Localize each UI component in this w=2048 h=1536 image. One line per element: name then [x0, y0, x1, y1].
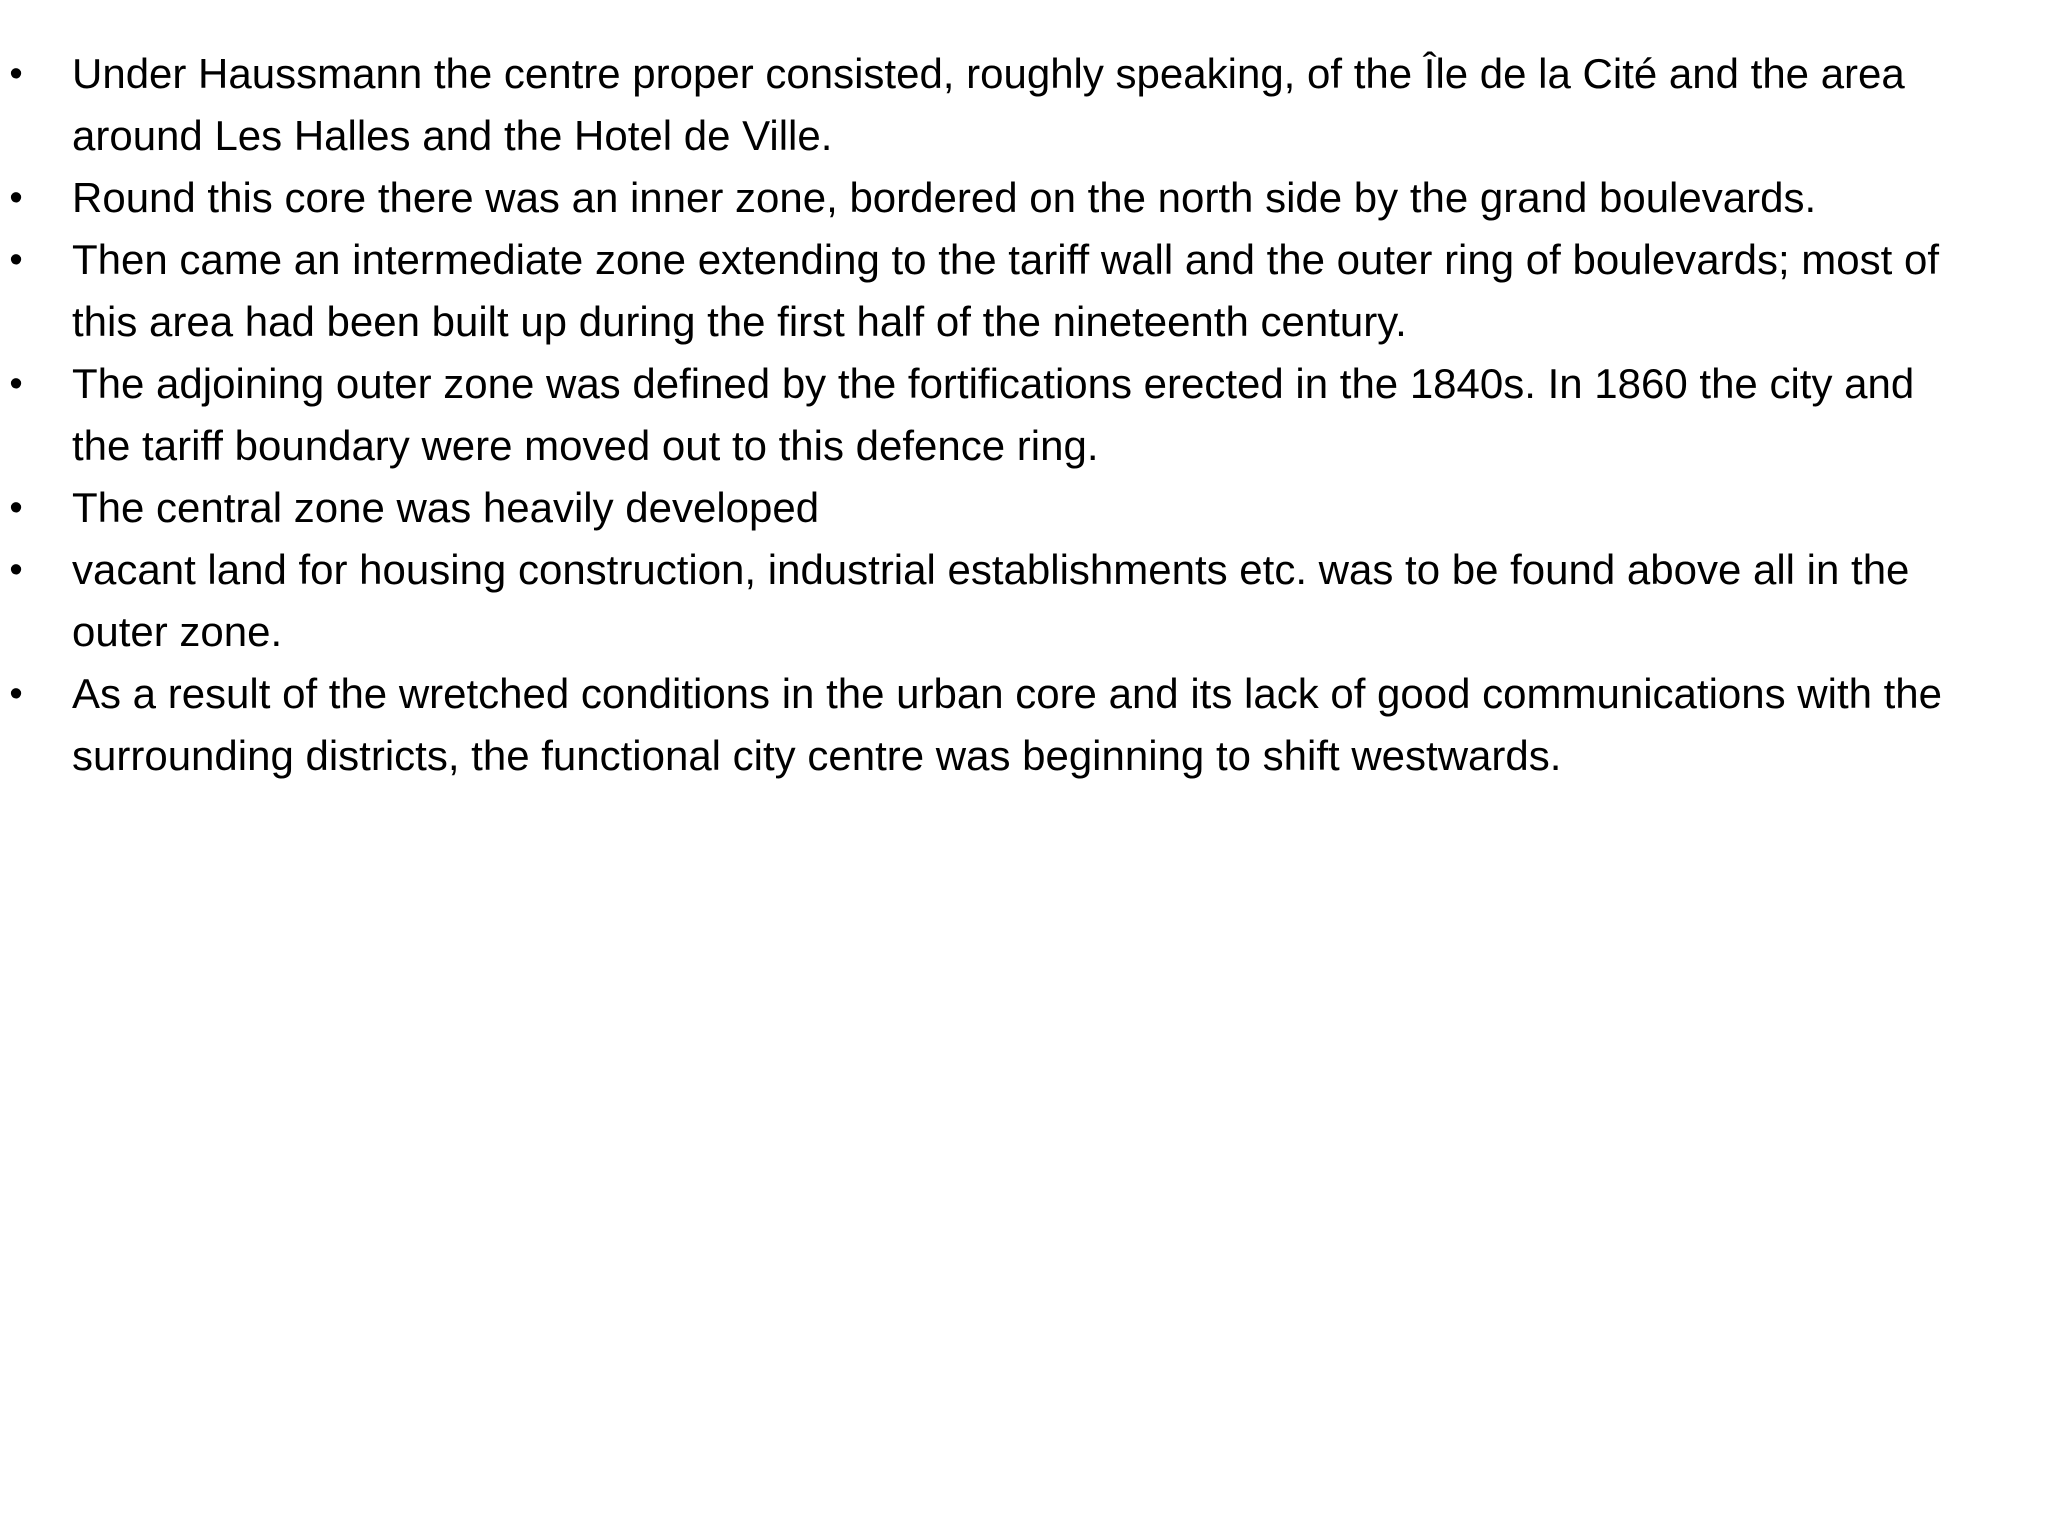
bullet-dot-icon: •	[9, 549, 23, 591]
bullet-text: vacant land for housing construction, industrial establishments etc. was to be found above all in the outer zone.	[72, 546, 1910, 655]
bullet-item	[0, 663, 1960, 787]
bullet-dot-icon: •	[9, 487, 23, 529]
bullet-dot-icon: •	[9, 239, 23, 281]
bullet-dot-icon: •	[9, 673, 23, 715]
bullet-dot-icon: •	[9, 53, 23, 95]
bullet-item	[0, 477, 1960, 539]
bullet-text: Then came an intermediate zone extending to the tariff wall and the outer ring of boulevards; most of this area had been built up during the first half of the nineteenth century.	[72, 236, 1939, 345]
bullet-text: The central zone was heavily developed	[72, 484, 820, 531]
bullet-dot-icon: •	[9, 177, 23, 219]
bullet-text: Under Haussmann the centre proper consisted, roughly speaking, of the Île de la Cité and the area around Les Halles and the Hotel de Ville.	[72, 50, 1905, 159]
bullet-text: The adjoining outer zone was defined by the fortifications erected in the 1840s. In 1860 the city and the tariff boundary were moved out to this defence ring.	[72, 360, 1915, 469]
bullet-text: As a result of the wretched conditions in the urban core and its lack of good communications with the surrounding districts, the functional city centre was beginning to shift westwards.	[72, 670, 1943, 779]
bullet-text: Round this core there was an inner zone, bordered on the north side by the grand boulevards.	[72, 174, 1817, 221]
bullet-dot-icon: •	[9, 363, 23, 405]
bullet-item	[0, 229, 1960, 353]
bullet-item	[0, 167, 1960, 229]
bullet-item	[0, 353, 1960, 477]
bullet-item	[0, 43, 1960, 167]
bullet-list	[0, 43, 1960, 787]
bullet-item	[0, 539, 1960, 663]
